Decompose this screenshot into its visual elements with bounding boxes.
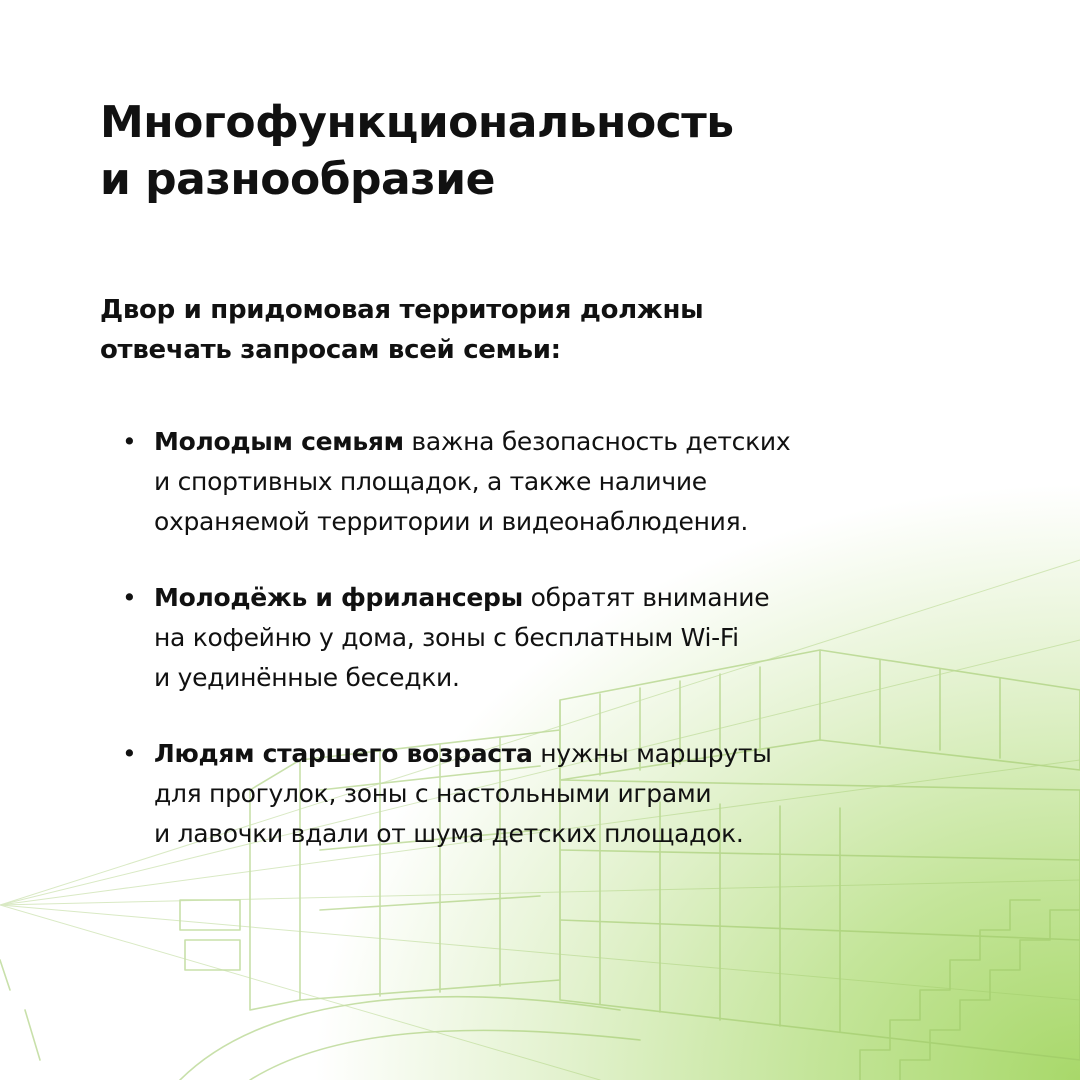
bullet-dot-icon: • — [122, 739, 137, 768]
list-item-line-3: и лавочки вдали от шума детских площадок. — [154, 819, 744, 848]
intro-subtitle-line-2: отвечать запросам всей семьи: — [100, 335, 561, 365]
list-item-youth-freelancers — [120, 578, 1020, 698]
page-title — [100, 94, 980, 208]
list-item-text: обратят внимание — [522, 583, 770, 612]
list-item-text: важна безопасность детских — [403, 427, 791, 456]
intro-subtitle-line-1: Двор и придомовая территория должны — [100, 295, 704, 325]
intro-subtitle — [100, 290, 960, 370]
bullet-dot-icon: • — [122, 427, 137, 456]
list-item-line-1 — [154, 422, 1020, 462]
list-item-lead: Молодёжь и фрилансеры — [154, 583, 523, 612]
audience-list — [120, 422, 1020, 890]
list-item-line-2: для прогулок, зоны с настольными играми — [154, 779, 712, 808]
page-title-line-1: Многофункциональность — [100, 97, 734, 148]
list-item-line-1 — [154, 578, 1020, 618]
list-item-line-3: охраняемой территории и видеонаблюдения. — [154, 507, 748, 536]
list-item-young-families — [120, 422, 1020, 542]
list-item-lead: Людям старшего возраста — [154, 739, 533, 768]
list-item-line-1 — [154, 734, 1020, 774]
page-title-line-2: и разнообразие — [100, 154, 495, 205]
list-item-line-3: и уединённые беседки. — [154, 663, 460, 692]
list-item-lead: Молодым семьям — [154, 427, 404, 456]
bullet-dot-icon: • — [122, 583, 137, 612]
list-item-text: нужны маршруты — [532, 739, 772, 768]
list-item-line-2: и спортивных площадок, а также наличие — [154, 467, 707, 496]
list-item-seniors — [120, 734, 1020, 854]
list-item-line-2: на кофейню у дома, зоны с бесплатным Wi-Fi — [154, 623, 739, 652]
